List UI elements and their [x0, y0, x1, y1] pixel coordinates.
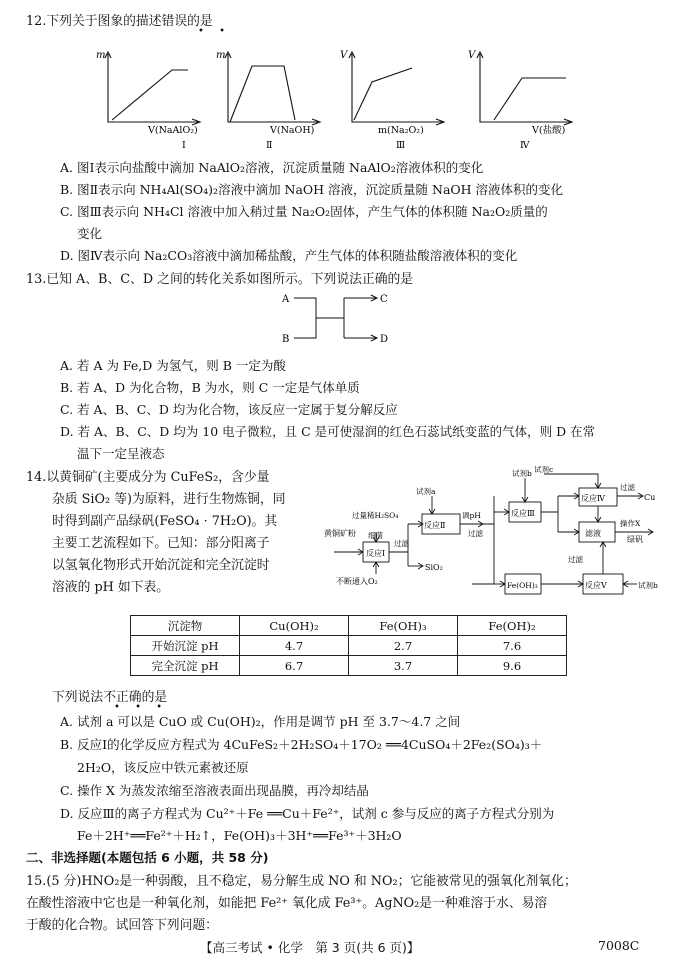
- q14-option-b-cont: 2H₂O，该反应中铁元素被还原: [77, 760, 249, 775]
- q15-line3: 于酸的化合物。试回答下列问题：: [26, 918, 218, 933]
- exam-code: 7008C: [598, 938, 640, 953]
- q15-line2: 在酸性溶液中它也是一种氧化剂，如能把 Fe²⁺ 氧化成 Fe³⁺。AgNO₂是一种难溶于水、易溶: [26, 896, 548, 911]
- q13-option-b: B. 若 A、D 为化合物，B 为水，则 C 一定是气体单质: [60, 380, 360, 395]
- q14-stem-line1: 14.以黄铜矿(主要成分为 CuFeS₂，含少量: [26, 470, 270, 485]
- section-heading: 二、非选择题(本题包括 6 小题，共 58 分): [26, 850, 269, 865]
- filtrate-label: 滤液: [585, 529, 601, 538]
- reagent-b-label: 试剂b: [512, 469, 532, 478]
- q13-option-c: C. 若 A、B、C、D 均为化合物，该反应一定属于复分解反应: [60, 402, 398, 417]
- graph2-roman: Ⅱ: [266, 140, 273, 151]
- reagent-b2-label: 试剂b: [638, 581, 658, 590]
- graph1-roman: Ⅰ: [182, 140, 186, 151]
- table-cell: 3.7: [349, 656, 458, 676]
- reactor4-label: 反应Ⅳ: [581, 494, 605, 503]
- filter3-label: 过滤: [620, 483, 635, 492]
- graph3-roman: Ⅲ: [396, 140, 406, 151]
- graph4-xlabel: V(盐酸): [532, 125, 566, 136]
- acid-label: 过量稀H₂SO₄: [352, 511, 399, 520]
- q12-stem: 12.下列关于图象的描述错误的是: [26, 14, 213, 29]
- q15-line1: 15.(5 分)HNO₂是一种弱酸，且不稳定，易分解生成 NO 和 NO₂；它能被常见的强氧化剂氧化；: [26, 874, 577, 889]
- q13-option-a: A. 若 A 为 Fe,D 为氢气，则 B 一定为酸: [60, 358, 286, 373]
- reactor3-label: 反应Ⅲ: [511, 509, 535, 518]
- q12-option-c-cont: 变化: [77, 226, 103, 241]
- table-row: [131, 636, 567, 656]
- emphasis-dots: • • •: [114, 702, 169, 713]
- table-header: 沉淀物: [131, 616, 240, 636]
- reactor2-label: 反应Ⅱ: [424, 521, 446, 530]
- diagram-label-b: B: [282, 334, 290, 345]
- q12-option-c: C. 图Ⅲ表示向 NH₄Cl 溶液中加入稍过量 Na₂O₂固体，产生气体的体积随 Na₂O₂质量的: [60, 204, 548, 219]
- adjust-ph-label: 调pH: [462, 511, 481, 520]
- q14-question: 下列说法不正确的是: [52, 690, 168, 705]
- emphasis-dots: • •: [198, 26, 231, 37]
- q14-option-d: D. 反应Ⅲ的离子方程式为 Cu²⁺＋Fe ══Cu＋Fe²⁺，试剂 c 参与反应的离子方程式分别为: [60, 806, 555, 821]
- op-x-label: 操作X: [620, 519, 641, 528]
- q13-diagram: [280, 288, 400, 350]
- air-label: 不断通入O₂: [336, 577, 378, 586]
- q14-stem-line5: 以氢氧化物形式开始沉淀和完全沉淀时: [52, 558, 270, 573]
- table-cell: 9.6: [458, 656, 567, 676]
- diagram-label-c: C: [380, 294, 388, 305]
- graph1-ylabel: m: [96, 50, 106, 61]
- q12-graphs: [90, 44, 610, 152]
- q14-option-a: A. 试剂 a 可以是 CuO 或 Cu(OH)₂，作用是调节 pH 至 3.7～4.7 之间: [60, 714, 461, 729]
- page-footer: 【高三考试 • 化学 第 3 页(共 6 页)】: [200, 940, 420, 955]
- q14-option-d-cont: Fe＋2H⁺══Fe²⁺＋H₂↑，Fe(OH)₃＋3H⁺══Fe³⁺＋3H₂O: [77, 828, 402, 843]
- sio2-label: SiO₂: [425, 563, 443, 572]
- graph1-xlabel: V(NaAlO₂): [148, 125, 198, 136]
- q14-stem-line4: 主要工艺流程如下。已知：部分阳离子: [52, 536, 270, 551]
- reagent-a-label: 试剂a: [416, 487, 436, 496]
- q14-option-b: B. 反应Ⅰ的化学反应方程式为 4CuFeS₂＋2H₂SO₄＋17O₂ ══4CuSO₄＋2Fe₂(SO₄)₃＋: [60, 737, 543, 752]
- graph4-roman: Ⅳ: [520, 140, 530, 151]
- diagram-label-a: A: [282, 294, 290, 305]
- table-cell: 6.7: [240, 656, 349, 676]
- reagent-c-label: 试剂c: [534, 466, 554, 474]
- table-cell: 2.7: [349, 636, 458, 656]
- bacteria-label: 细菌: [368, 531, 383, 540]
- q12-option-b: B. 图Ⅱ表示向 NH₄Al(SO₄)₂溶液中滴加 NaOH 溶液，沉淀质量随 NaOH 溶液体积的变化: [60, 182, 564, 197]
- reactor5-label: 反应Ⅴ: [585, 581, 607, 590]
- table-row: [131, 656, 567, 676]
- q12-option-a: A. 图Ⅰ表示向盐酸中滴加 NaAlO₂溶液，沉淀质量随 NaAlO₂溶液体积的变化: [60, 160, 484, 175]
- q14-option-c: C. 操作 X 为蒸发浓缩至溶液表面出现晶膜，再冷却结晶: [60, 783, 369, 798]
- feoh3-label: Fe(OH)₃: [507, 581, 538, 590]
- table-header: Fe(OH)₃: [349, 616, 458, 636]
- table-cell: 开始沉淀 pH: [131, 636, 240, 656]
- q14-stem-line6: 溶液的 pH 如下表。: [52, 580, 170, 595]
- ore-label: 黄铜矿粉: [324, 529, 356, 538]
- q13-option-d-cont: 温下一定呈液态: [77, 446, 165, 461]
- q13-stem: 13.已知 A、B、C、D 之间的转化关系如图所示。下列说法正确的是: [26, 272, 414, 287]
- q14-stem-line2: 杂质 SiO₂ 等)为原料，进行生物炼铜，同: [52, 492, 286, 507]
- table-cell: 完全沉淀 pH: [131, 656, 240, 676]
- ph-table: [130, 615, 567, 676]
- table-header: Fe(OH)₂: [458, 616, 567, 636]
- process-flowchart: [322, 466, 662, 606]
- table-header-row: [131, 616, 567, 636]
- filter4-label: 过滤: [568, 555, 583, 564]
- graph3-xlabel: m(Na₂O₂): [378, 125, 424, 136]
- table-cell: 7.6: [458, 636, 567, 656]
- q13-option-d: D. 若 A、B、C、D 均为 10 电子微粒，且 C 是可使湿润的红色石蕊试纸变蓝的气体，则 D 在常: [60, 424, 596, 439]
- cu-label: Cu: [644, 493, 656, 502]
- q14-stem-line3: 时得到副产品绿矾(FeSO₄ · 7H₂O)。其: [52, 514, 278, 529]
- filter2-label: 过滤: [468, 529, 483, 538]
- graph2-xlabel: V(NaOH): [270, 125, 315, 136]
- graph4-ylabel: V: [468, 50, 476, 61]
- graph3-ylabel: V: [340, 50, 348, 61]
- green-vitriol-label: 绿矾: [627, 535, 643, 544]
- q12-option-d: D. 图Ⅳ表示向 Na₂CO₃溶液中滴加稀盐酸，产生气体的体积随盐酸溶液体积的变化: [60, 248, 518, 263]
- reactor1-label: 反应Ⅰ: [366, 549, 386, 558]
- table-header: Cu(OH)₂: [240, 616, 349, 636]
- graph2-ylabel: m: [216, 50, 226, 61]
- filter1-label: 过滤: [394, 539, 409, 548]
- table-cell: 4.7: [240, 636, 349, 656]
- diagram-label-d: D: [380, 334, 389, 345]
